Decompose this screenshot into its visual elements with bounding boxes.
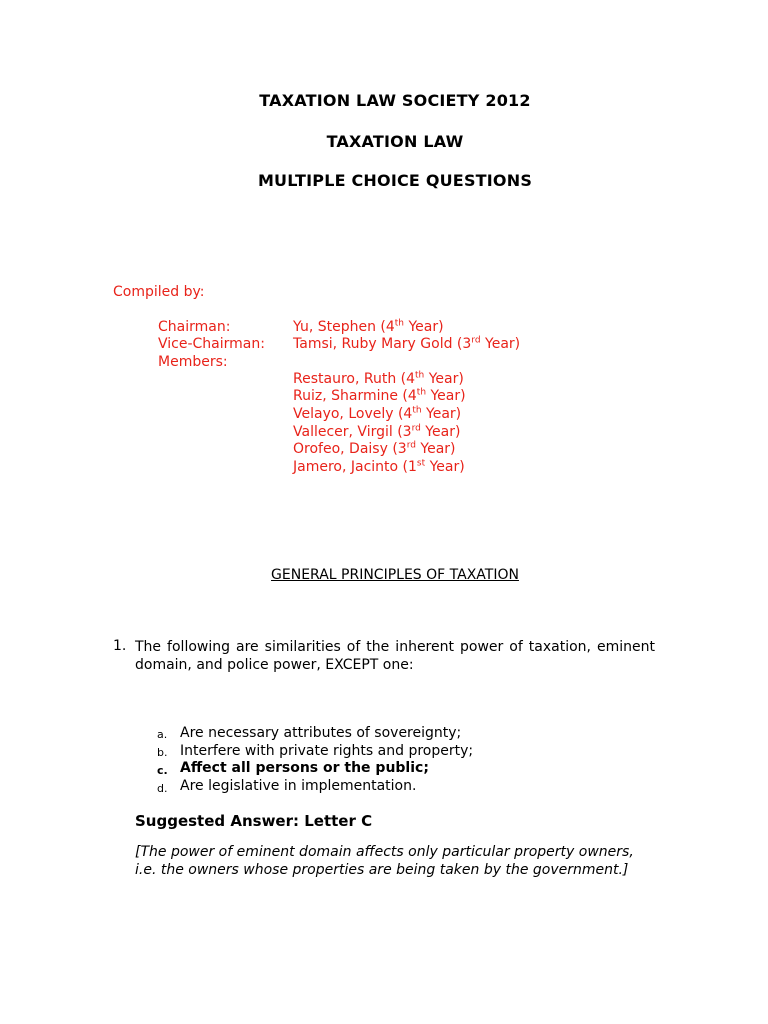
option-text: Are legislative in implementation. [180, 778, 417, 794]
member-name: Restauro, Ruth (4th Year) [293, 370, 464, 387]
option-text-correct: Affect all persons or the public; [180, 760, 429, 776]
option-letter: d. [157, 782, 168, 795]
option-text: Interfere with private rights and property; [180, 743, 474, 759]
document-title: TAXATION LAW SOCIETY 2012 [259, 91, 531, 110]
option-letter: c. [157, 764, 168, 777]
option-text: Are necessary attributes of sovereignty; [180, 725, 462, 741]
chairman-name: Yu, Stephen (4th Year) [293, 318, 444, 335]
member-name: Jamero, Jacinto (1st Year) [293, 458, 465, 475]
compiled-by-label: Compiled by: [113, 284, 205, 300]
suggested-answer: Suggested Answer: Letter C [135, 812, 373, 830]
vice-chairman-label: Vice-Chairman: [158, 336, 265, 352]
answer-explanation: [The power of eminent domain affects only particular property owners, i.e. the owners whose properties are being taken by the government.] [135, 844, 634, 878]
section-heading: GENERAL PRINCIPLES OF TAXATION [271, 567, 519, 583]
members-label: Members: [158, 354, 228, 370]
question-number: 1. [113, 638, 127, 654]
member-name: Orofeo, Daisy (3rd Year) [293, 440, 456, 457]
member-name: Velayo, Lovely (4th Year) [293, 405, 462, 422]
vice-chairman-name: Tamsi, Ruby Mary Gold (3rd Year) [293, 335, 521, 352]
question-text: The following are similarities of the inherent power of taxation, eminent domain, and police power, EXCEPT one: [135, 639, 655, 673]
option-letter: a. [157, 728, 168, 741]
document-subject: TAXATION LAW [326, 132, 464, 151]
option-letter: b. [157, 746, 168, 759]
chairman-label: Chairman: [158, 319, 231, 335]
document-type: MULTIPLE CHOICE QUESTIONS [257, 171, 533, 190]
member-name: Vallecer, Virgil (3rd Year) [293, 423, 461, 440]
member-name: Ruiz, Sharmine (4th Year) [293, 387, 466, 404]
